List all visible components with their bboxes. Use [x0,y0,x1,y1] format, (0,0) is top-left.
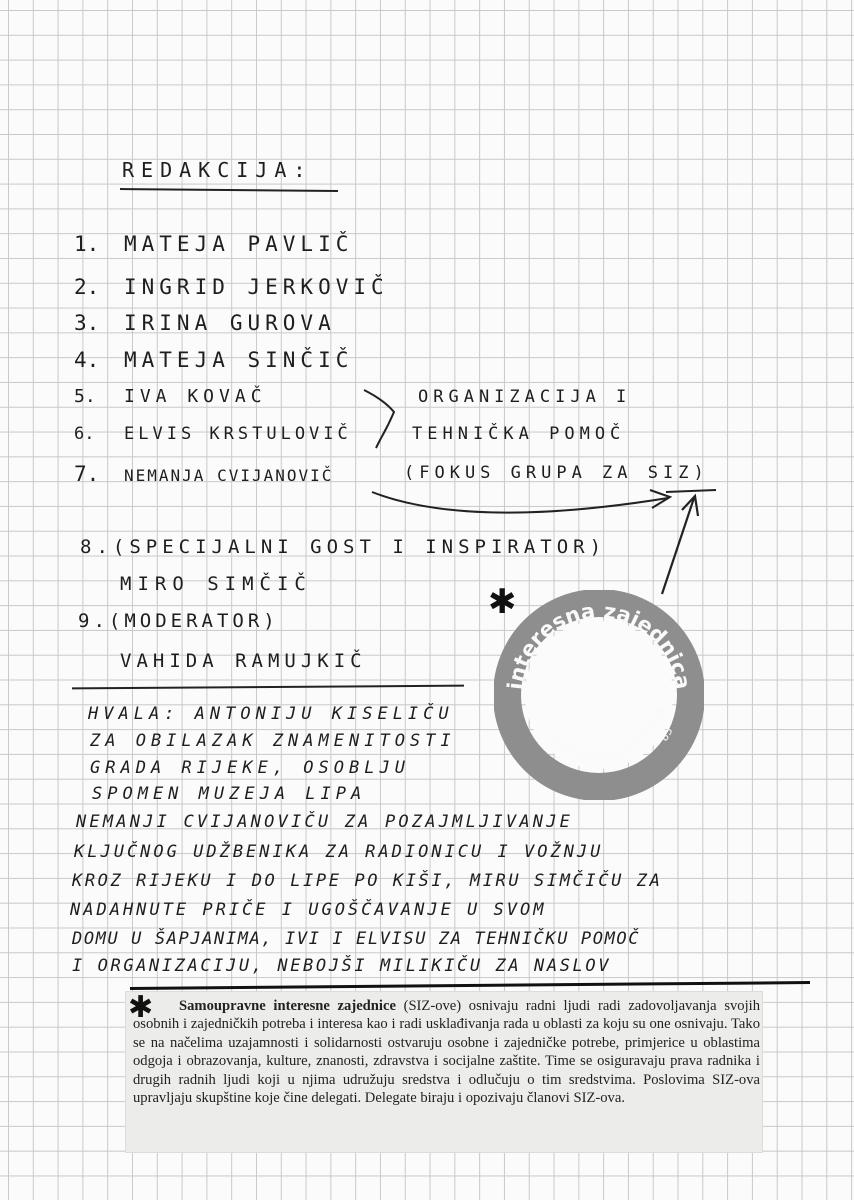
member-name: NEMANJA CVIJANOVIČ [124,466,334,485]
member-number: 2. [74,275,100,299]
page-title: REDAKCIJA: [122,158,313,182]
thanks-line-9: DOMU U ŠAPJANIMA, IVI I ELVISU ZA TEHNIČKU POMOČ [72,929,641,949]
member-number: 3. [74,311,100,335]
curved-arrow [372,492,668,513]
bracket-mark [364,390,394,448]
stamp-number: 85 [657,724,676,744]
member-number: 6. [74,424,95,444]
stamp-arrow [662,498,694,594]
thanks-line-1: HVALA: ANTONIJU KISELIČU [88,704,454,724]
footnote-asterisk-icon: ✱ [128,990,154,1025]
siz-stamp [494,590,704,800]
thanks-line-4: SPOMEN MUZEJA LIPA [92,784,367,804]
stamp-inner-text: samoupravna [541,701,672,767]
siz-underline [666,490,716,492]
stamp-asterisk-icon: ✱ [488,582,517,622]
organization-note-line2: TEHNIČKA POMOČ [412,424,626,444]
member-number: 4. [74,348,100,372]
thanks-line-5: NEMANJI CVIJANOVIČU ZA POZAJMLJIVANJE [76,812,574,832]
moderator-name: VAHIDA RAMUJKIČ [120,650,367,672]
thanks-line-6: KLJUČNOG UDŽBENIKA ZA RADIONICU I VOŽNJU [74,842,604,862]
focus-group-note: (FOKUS GRUPA ZA SIZ) [404,463,709,483]
moderator-label: 9.(MODERATOR) [78,610,279,632]
footnote-body: (SIZ-ove) osnivaju radni ljudi radi zadovoljavanja svojih osobnih i zajedničkih potreba i interesa kao i radi usklađivanja rada u oblasti za koju su one osnivaju. Tako se na načelima uzajamnosti i solidarnosti ostvaruju osobne i zajedničke potrebe, primjerice u oblastima odgoja i obrazovanja, kulture, znanosti, zdravstva i socijalne zaštite. Time se osiguravaju prava radnika i drugih radnih ljudi koji u njima udružuju sredstva i odlučuju o tim sredstvima. Poslovima SIZ-ova upravljaju skupštine koje čine delegati. Delegate biraju i opozivaju članovi SIZ-ova. [133,998,760,1107]
stamp-outer-text: interesna zajednica [503,598,695,691]
member-number: 1. [74,232,100,256]
thanks-line-3: GRADA RIJEKE, OSOBLJU [90,758,410,778]
member-number: 5. [74,386,96,407]
member-name: MATEJA PAVLIČ [124,232,354,256]
member-name: IVA KOVAČ [124,386,267,407]
thanks-line-2: ZA OBILAZAK ZNAMENITOSTI [90,731,456,751]
thanks-line-7: KROZ RIJEKU I DO LIPE PO KIŠI, MIRU SIMČIČU ZA [72,871,663,891]
organization-note-line1: ORGANIZACIJA I [418,387,632,407]
thanks-line-8: NADAHNUTE PRIČE I UGOŠČAVANJE U SVOM [70,900,547,920]
thanks-line-10: I ORGANIZACIJU, NEBOJŠI MILIKIČU ZA NASLOV [72,956,612,976]
member-number: 7. [74,462,100,486]
footnote-bold-term: Samoupravne interesne zajednice [179,998,396,1014]
footnote-text [133,997,760,1107]
special-guest-name: MIRO SIMČIČ [120,573,312,595]
special-guest-label: 8.(SPECIJALNI GOST I INSPIRATOR) [80,536,607,558]
member-name: ELVIS KRSTULOVIČ [124,424,352,444]
member-name: IRINA GUROVA [124,311,336,335]
member-name: MATEJA SINČIČ [124,348,354,372]
member-name: INGRID JERKOVIČ [124,275,389,299]
